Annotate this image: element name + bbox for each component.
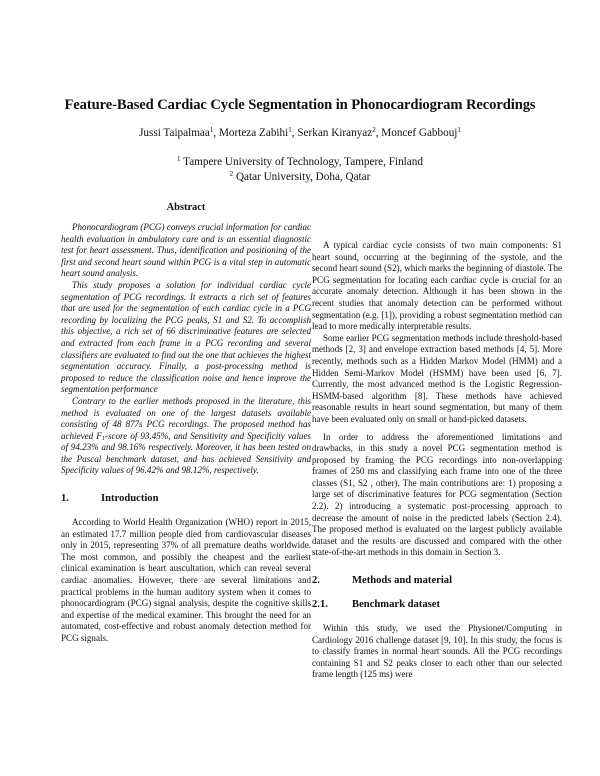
body-paragraph: According to World Health Organization (WHO) report in 2015, an estimated 17.7 million people died from cardiovascular diseases only in 2015, representing 37% of all premature deaths worldwide. The most common, and possibly the cheapest and the earliest clinical examination is heart auscultation, which can reveal several cardiac anomalies. However, there are several limitations and practical problems in the human auditory system when it comes to phonocardiogram (PCG) signal analysis, despite the cognitive skills and expertise of the medical examiner. This brought the need for an automated, cost-effective and robust anomaly detection method for PCG signals. — [61, 517, 311, 643]
section-number: 2. — [312, 575, 320, 587]
affiliation-number: 2 — [229, 170, 234, 178]
affiliation-line — [40, 155, 560, 170]
abstract-paragraph: This study proposes a solution for individual cardiac cycle segmentation of PCG recordings. It extracts a rich set of features that are used for the segmentation of each cardiac cycle in a PCG recording by localizing the PCG peaks, S1 and S2. To accomplish this objective, a rich set of 66 discriminative features are selected and extracted from each frame in a PCG recording and several classifiers are evaluated to find out the one that achieves the highest segmentation accuracy. Finally, a post-processing method is proposed to reduce the classification noise and hence improve the segmentation performance — [61, 279, 311, 395]
affiliation-text: Qatar University, Doha, Qatar — [235, 171, 371, 183]
author-name: Morteza Zabihi — [218, 127, 289, 139]
author-affiliation-mark: 1 — [457, 126, 461, 134]
author-name: Moncef Gabbouj — [381, 127, 458, 139]
section-heading-methods — [312, 575, 562, 587]
author-affiliation-mark: 1 — [288, 126, 292, 134]
body-paragraph: In order to address the aforementioned limitations and drawbacks, in this study a novel PCG segmentation method is proposed by framing the PCG recordings into non-overlapping frames of 250 ms and classifying each frame into one of the three classes (S1, S2 , other). The main contributions are: 1) proposing a large set of discriminative features for PCG segmentation (Section 2.2). 2) introducing a systematic post-processing approach to decrease the amount of noise in the predicted labels (Section 2.4). The proposed method is evaluated on the largest publicly available dataset and the results are discussed and compared with the other state-of-the-art methods in this domain in Section 3. — [312, 431, 562, 558]
author-name: Serkan Kiranyaz — [297, 127, 373, 139]
f1-subscript: 1 — [101, 434, 105, 442]
body-paragraph: Within this study, we used the Physionet/Computing in Cardiology 2016 challenge dataset [9, 10]. In this study, the focus is to classify frames in normal heart sounds. All the PCG recordings containing S1 and S2 peaks closer to each other than our selected frame length (125 ms) were — [312, 623, 562, 680]
affiliation-text: Tampere University of Technology, Tampere, Finland — [183, 156, 423, 168]
affiliation-line — [40, 170, 560, 185]
author-affiliation-mark: 1 — [209, 126, 214, 134]
body-paragraph: A typical cardiac cycle consists of two main components: S1 heart sound, occurring at the beginning of the systole, and the second heart sound (S2), which marks the beginning of diastole. The PCG segmentation for locating each cardiac cycle is crucial for an accurate anomaly detection. Although it has been shown in the recent studies that anomaly detection can be performed without segmentation (e.g. [1]), providing a robust segmentation method can lead to more medically interpretable results. — [312, 240, 562, 332]
abstract-section — [61, 202, 311, 477]
subsection-title: Benchmark dataset — [352, 599, 440, 611]
left-column — [61, 202, 311, 645]
right-column — [312, 240, 562, 681]
section-title: Methods and material — [352, 575, 453, 587]
abstract-paragraph — [61, 396, 311, 477]
abstract-text: Contrary to the earlier methods proposed in the literature, this method is evaluated on one of the largest datasets available consisting of 48 877s PCG recordings. The proposed method has achieved F — [61, 395, 311, 441]
affiliation-number: 1 — [177, 155, 181, 163]
abstract-paragraph: Phonocardiogram (PCG) conveys crucial information for cardiac health evaluation in ambulatory care and is an essential diagnostic test for heart assessment. Thus, identification and positioning of the first and second heart sound within PCG is a vital step in automatic heart sound analysis. — [61, 222, 311, 279]
paper-title: Feature-Based Cardiac Cycle Segmentation in Phonocardiogram Recordings — [64, 97, 536, 113]
author-list: Jussi Taipalmaa$^1$, Morteza Zabihi$^1$, Serkan Kiranyaz$^2$, Moncef Gabbouj$^1$ — [139, 126, 461, 139]
abstract-text: -score of 93.45%, and Sensitivity and Specificity values of 94.23% and 98.16% respectively. Moreover, it has been tested on the Pascal benchmark dataset, and has achieved Sensitivity and Specificity values of 96.42% and 98.12%, respectively. — [61, 430, 311, 476]
section-heading-introduction — [61, 493, 311, 505]
subsection-number: 2.1. — [312, 599, 328, 611]
affiliations — [40, 155, 560, 185]
body-paragraph: Some earlier PCG segmentation methods include threshold-based methods [2, 3] and envelope extraction based methods [4, 5]. More recently, methods such as a Hidden Markov Model (HMM) and a Hidden Semi-Markov Model (HSMM) have been used [6, 7]. Currently, the most advanced method is the Logistic Regression-HSMM-based algorithm [8]. These methods have achieved reasonable results in heart sound segmentation, but many of them have been evaluated only on small or hand-picked datasets. — [312, 332, 562, 424]
author-affiliation-mark: 2 — [372, 126, 376, 134]
section-number: 1. — [61, 493, 69, 505]
author-name: Jussi Taipalmaa — [139, 127, 210, 139]
section-title: Introduction — [101, 493, 159, 505]
subsection-heading-benchmark — [312, 599, 562, 611]
abstract-heading: Abstract — [166, 202, 206, 213]
